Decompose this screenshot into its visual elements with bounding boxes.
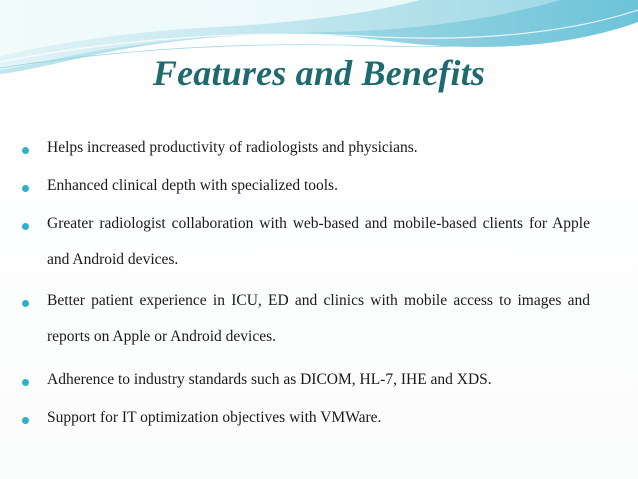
bullet-dot-icon: [22, 147, 29, 154]
bullet-dot-icon: [22, 300, 29, 307]
list-item: [22, 178, 596, 204]
list-item: [22, 410, 596, 436]
list-item: [22, 216, 596, 278]
slide-title: Features and Benefits: [152, 53, 486, 93]
bullet-text: Helps increased productivity of radiologists and physicians.: [47, 139, 418, 156]
bullet-text: Greater radiologist collaboration with web-based and mobile-based clients for Apple and Android devices.: [47, 215, 590, 268]
bullet-dot-icon: [22, 379, 29, 386]
bullet-dot-icon: [22, 223, 29, 230]
list-item: [22, 293, 596, 355]
bullet-text: Better patient experience in ICU, ED and clinics with mobile access to images and reports on Apple or Android devices.: [47, 292, 590, 345]
bullet-text: Enhanced clinical depth with specialized tools.: [47, 177, 338, 194]
list-item: [22, 140, 596, 166]
bullet-text: Support for IT optimization objectives with VMWare.: [47, 409, 382, 426]
bullet-dot-icon: [22, 185, 29, 192]
bullet-dot-icon: [22, 417, 29, 424]
list-item: [22, 372, 596, 398]
bullet-text: Adherence to industry standards such as DICOM, HL-7, IHE and XDS.: [47, 371, 492, 388]
